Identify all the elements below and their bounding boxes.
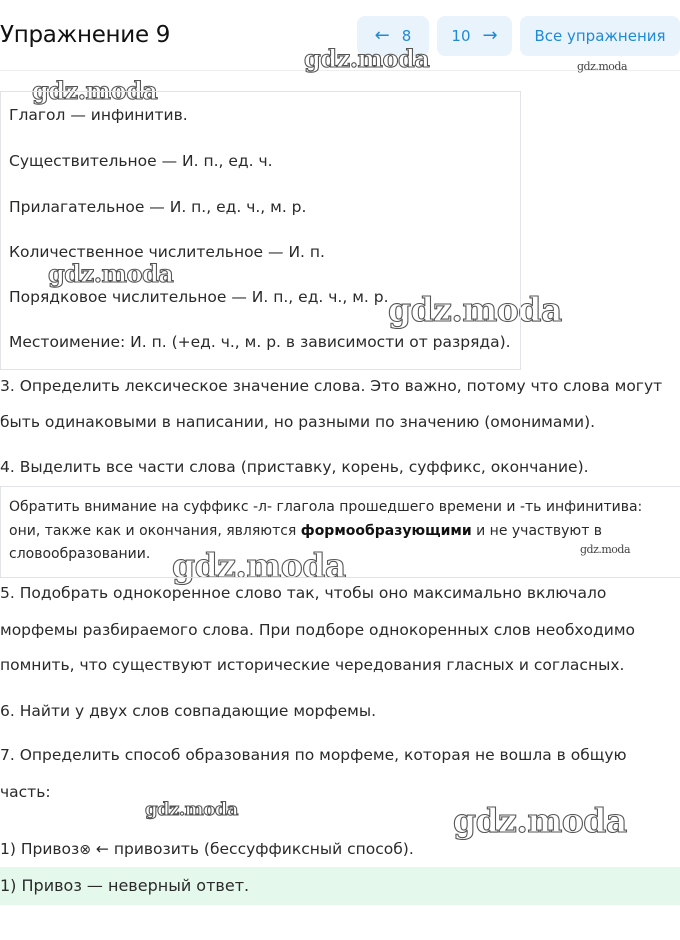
watermark: gdz.moda (453, 801, 627, 840)
watermark: gdz.moda (48, 259, 174, 288)
watermark: gdz.moda (580, 543, 631, 556)
list-item: Местоимение: И. п. (+ед. ч., м. р. в зависимости от разряда). (9, 333, 511, 351)
step-6: 6. Найти у двух слов совпадающие морфемы. (0, 702, 377, 720)
step-5-line-2: морфемы разбираемого слова. При подборе однокоренных слов необходимо (0, 621, 636, 639)
watermark: gdz.moda (145, 799, 238, 820)
step-3-line-2: быть одинаковыми в написании, но разными по значению (омонимами). (0, 413, 596, 431)
step-7-line-2: часть: (0, 783, 51, 801)
note-text: они, также как и окончания, являются (9, 523, 301, 539)
note-line-2 (9, 523, 602, 539)
all-exercises-label: Все упражнения (534, 27, 666, 45)
prev-exercise-label: 8 (401, 27, 412, 45)
step-4: 4. Выделить все части слова (приставку, корень, суффикс, окончание). (0, 458, 589, 476)
parts-of-speech-table (0, 91, 521, 370)
note-line-1: Обратить внимание на суффикс -л- глагола прошедшего времени и -ть инфинитива: (9, 499, 643, 515)
zero-ending-icon: ⊗ (79, 842, 91, 858)
step-5-line-1: 5. Подобрать однокоренное слово так, чтобы оно максимально включало (0, 584, 607, 602)
watermark: gdz.moda (304, 44, 430, 73)
step-3-line-1: 3. Определить лексическое значение слова. Это важно, потому что слова могут (0, 377, 663, 395)
list-item: Количественное числительное — И. п. (9, 243, 325, 261)
note-box (0, 486, 680, 578)
list-item: Глагол — инфинитив. (9, 106, 188, 124)
example-derivation: ← привозить (бессуффиксный способ). (91, 840, 414, 858)
watermark: gdz.moda (32, 76, 158, 105)
example-word: 1) Привоз (0, 840, 80, 858)
watermark: gdz.moda (577, 60, 628, 73)
next-exercise-label: 10 (451, 27, 471, 45)
watermark: gdz.moda (172, 546, 346, 585)
note-text: и не участвуют в (471, 523, 603, 539)
watermark: gdz.moda (388, 290, 562, 329)
example-1 (0, 840, 414, 858)
note-line-3: словообразовании. (9, 546, 151, 562)
step-5-line-3: помнить, что существуют исторические чередования гласных и согласных. (0, 656, 625, 674)
next-exercise-button[interactable] (437, 16, 512, 56)
answer-text: 1) Привоз — неверный ответ. (0, 876, 250, 895)
arrow-left-icon: ← (374, 25, 390, 46)
page-title: Упражнение 9 (0, 22, 171, 48)
list-item: Существительное — И. п., ед. ч. (9, 152, 273, 170)
note-bold-term: формообразующими (300, 523, 472, 539)
all-exercises-button[interactable] (520, 16, 680, 56)
answer-banner (0, 867, 680, 905)
list-item: Прилагательное — И. п., ед. ч., м. р. (9, 198, 307, 216)
step-7-line-1: 7. Определить способ образования по морфеме, которая не вошла в общую (0, 746, 627, 764)
arrow-right-icon: → (482, 25, 498, 46)
list-item: Порядковое числительное — И. п., ед. ч., м. р. (9, 288, 389, 306)
